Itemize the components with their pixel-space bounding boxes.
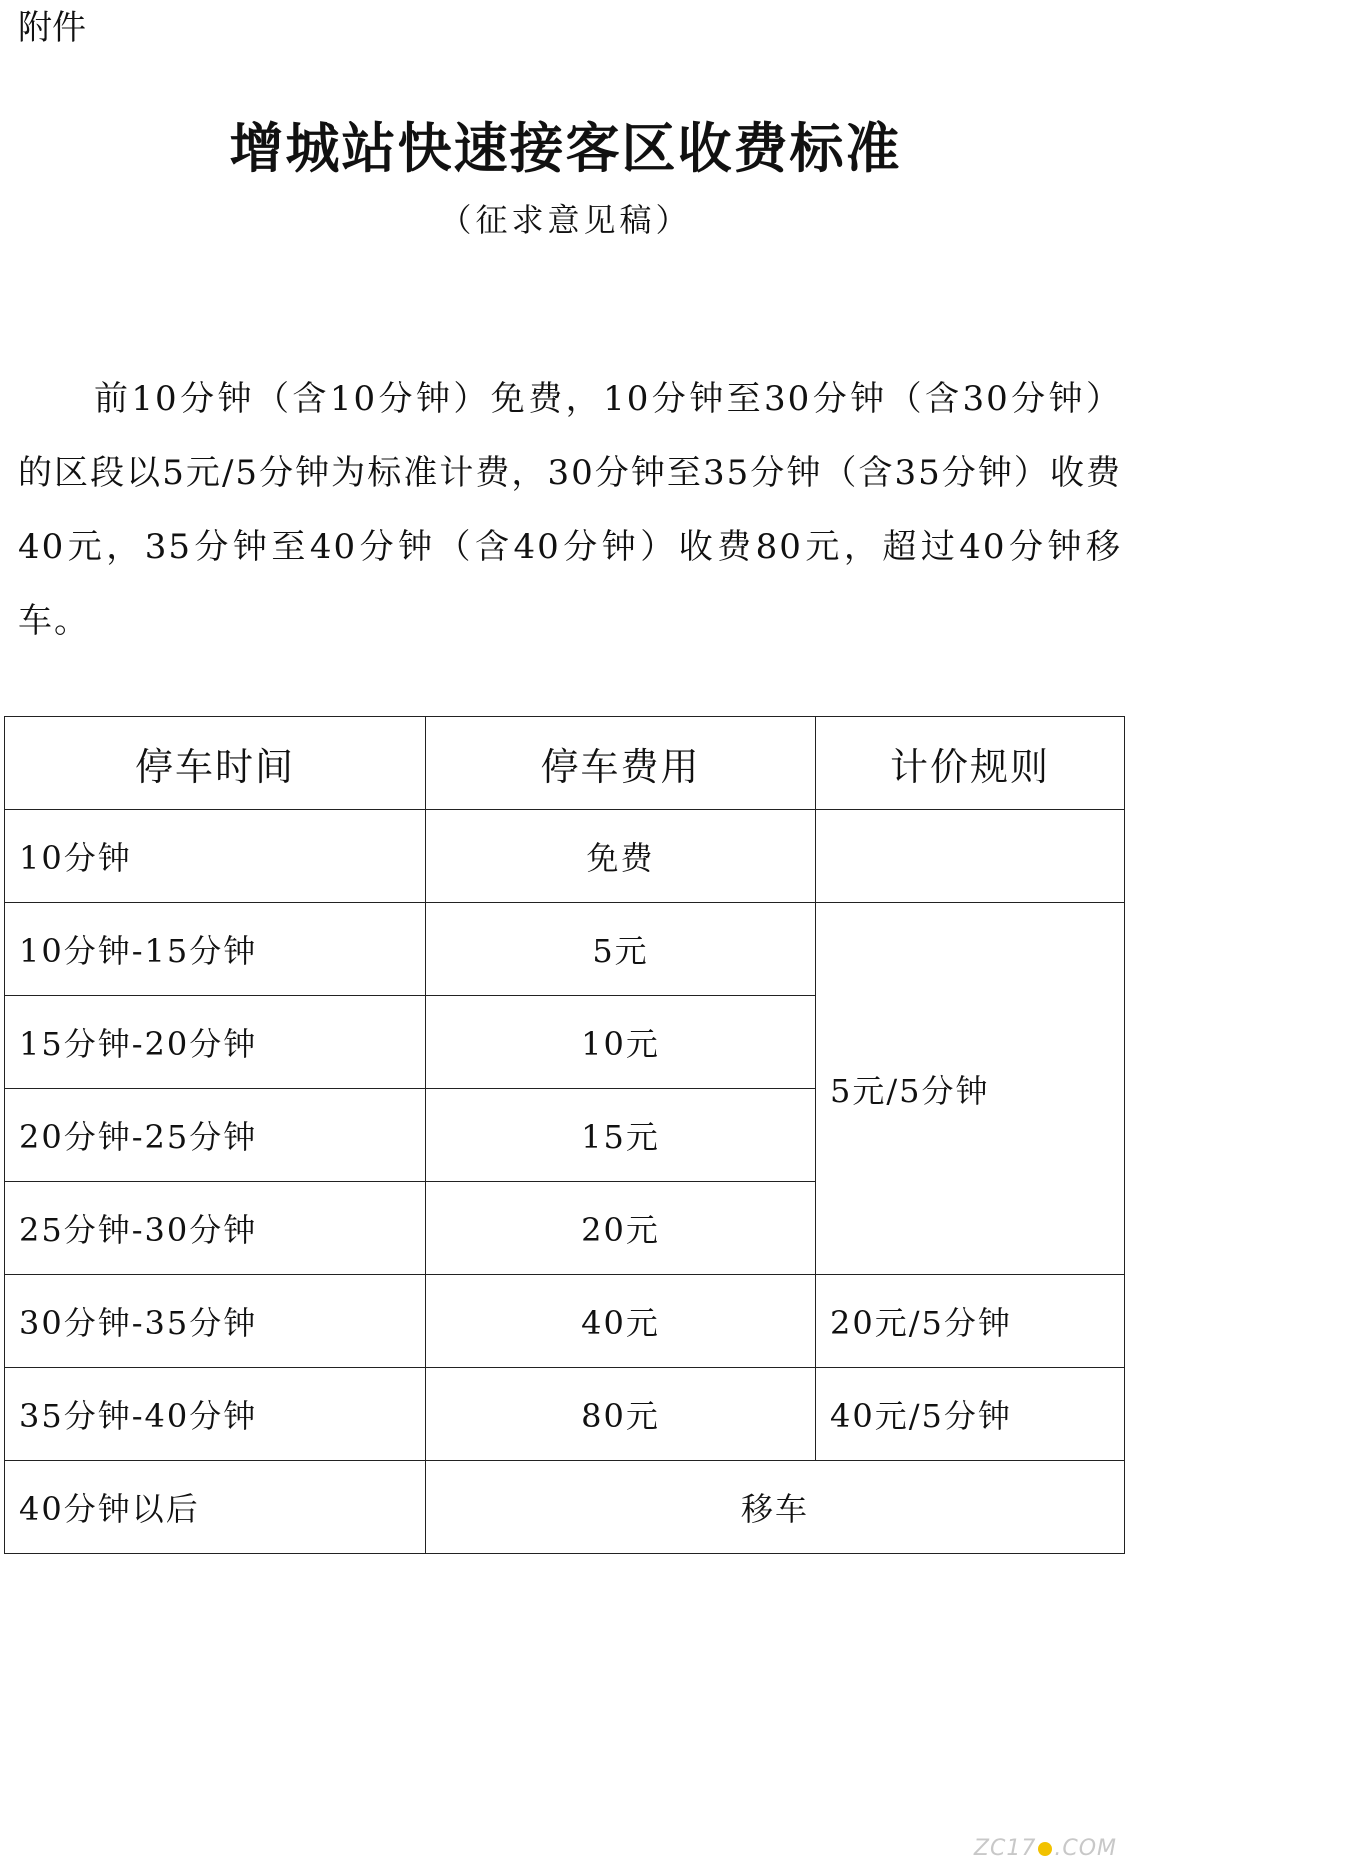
table-row [5,1461,1125,1554]
document-subtitle: （征求意见稿） [439,201,692,239]
cell-time: 40分钟以后 [5,1461,426,1554]
cell-fee: 80元 [426,1368,816,1461]
document-title: 增城站快速接客区收费标准 [229,117,902,180]
cell-fee: 15元 [426,1089,816,1182]
watermark-text-left: ZC17 [973,1836,1037,1861]
cell-fee: 5元 [426,903,816,996]
cell-rule [816,810,1125,903]
watermark-text-right: .COM [1054,1836,1117,1861]
header-parking-time: 停车时间 [5,717,426,810]
cell-time: 10分钟-15分钟 [5,903,426,996]
cell-time: 35分钟-40分钟 [5,1368,426,1461]
cell-time: 20分钟-25分钟 [5,1089,426,1182]
cell-fee: 40元 [426,1275,816,1368]
cell-time: 30分钟-35分钟 [5,1275,426,1368]
table-row [5,810,1125,903]
body-paragraph: 前10分钟（含10分钟）免费，10分钟至30分钟（含30分钟）的区段以5元/5分钟为标准计费，30分钟至35分钟（含35分钟）收费40元，35分钟至40分钟（含40分钟）收费80元，超过40分钟移车。 [18,379,1122,641]
header-parking-fee: 停车费用 [426,717,816,810]
cell-time: 10分钟 [5,810,426,903]
attachment-label: 附件 [18,8,86,48]
cell-rule: 20元/5分钟 [816,1275,1125,1368]
watermark-dot-icon [1038,1842,1052,1856]
cell-time: 25分钟-30分钟 [5,1182,426,1275]
cell-fee: 10元 [426,996,816,1089]
cell-fee-and-rule: 移车 [426,1461,1125,1554]
cell-time: 15分钟-20分钟 [5,996,426,1089]
table-row [5,1368,1125,1461]
table-row [5,903,1125,996]
cell-fee: 免费 [426,810,816,903]
table-header-row [5,717,1125,810]
header-pricing-rule: 计价规则 [816,717,1125,810]
cell-rule-merged: 5元/5分钟 [816,903,1125,1275]
cell-rule: 40元/5分钟 [816,1368,1125,1461]
cell-fee: 20元 [426,1182,816,1275]
site-watermark [974,1836,1117,1861]
fee-table [4,716,1125,1554]
table-row [5,1275,1125,1368]
